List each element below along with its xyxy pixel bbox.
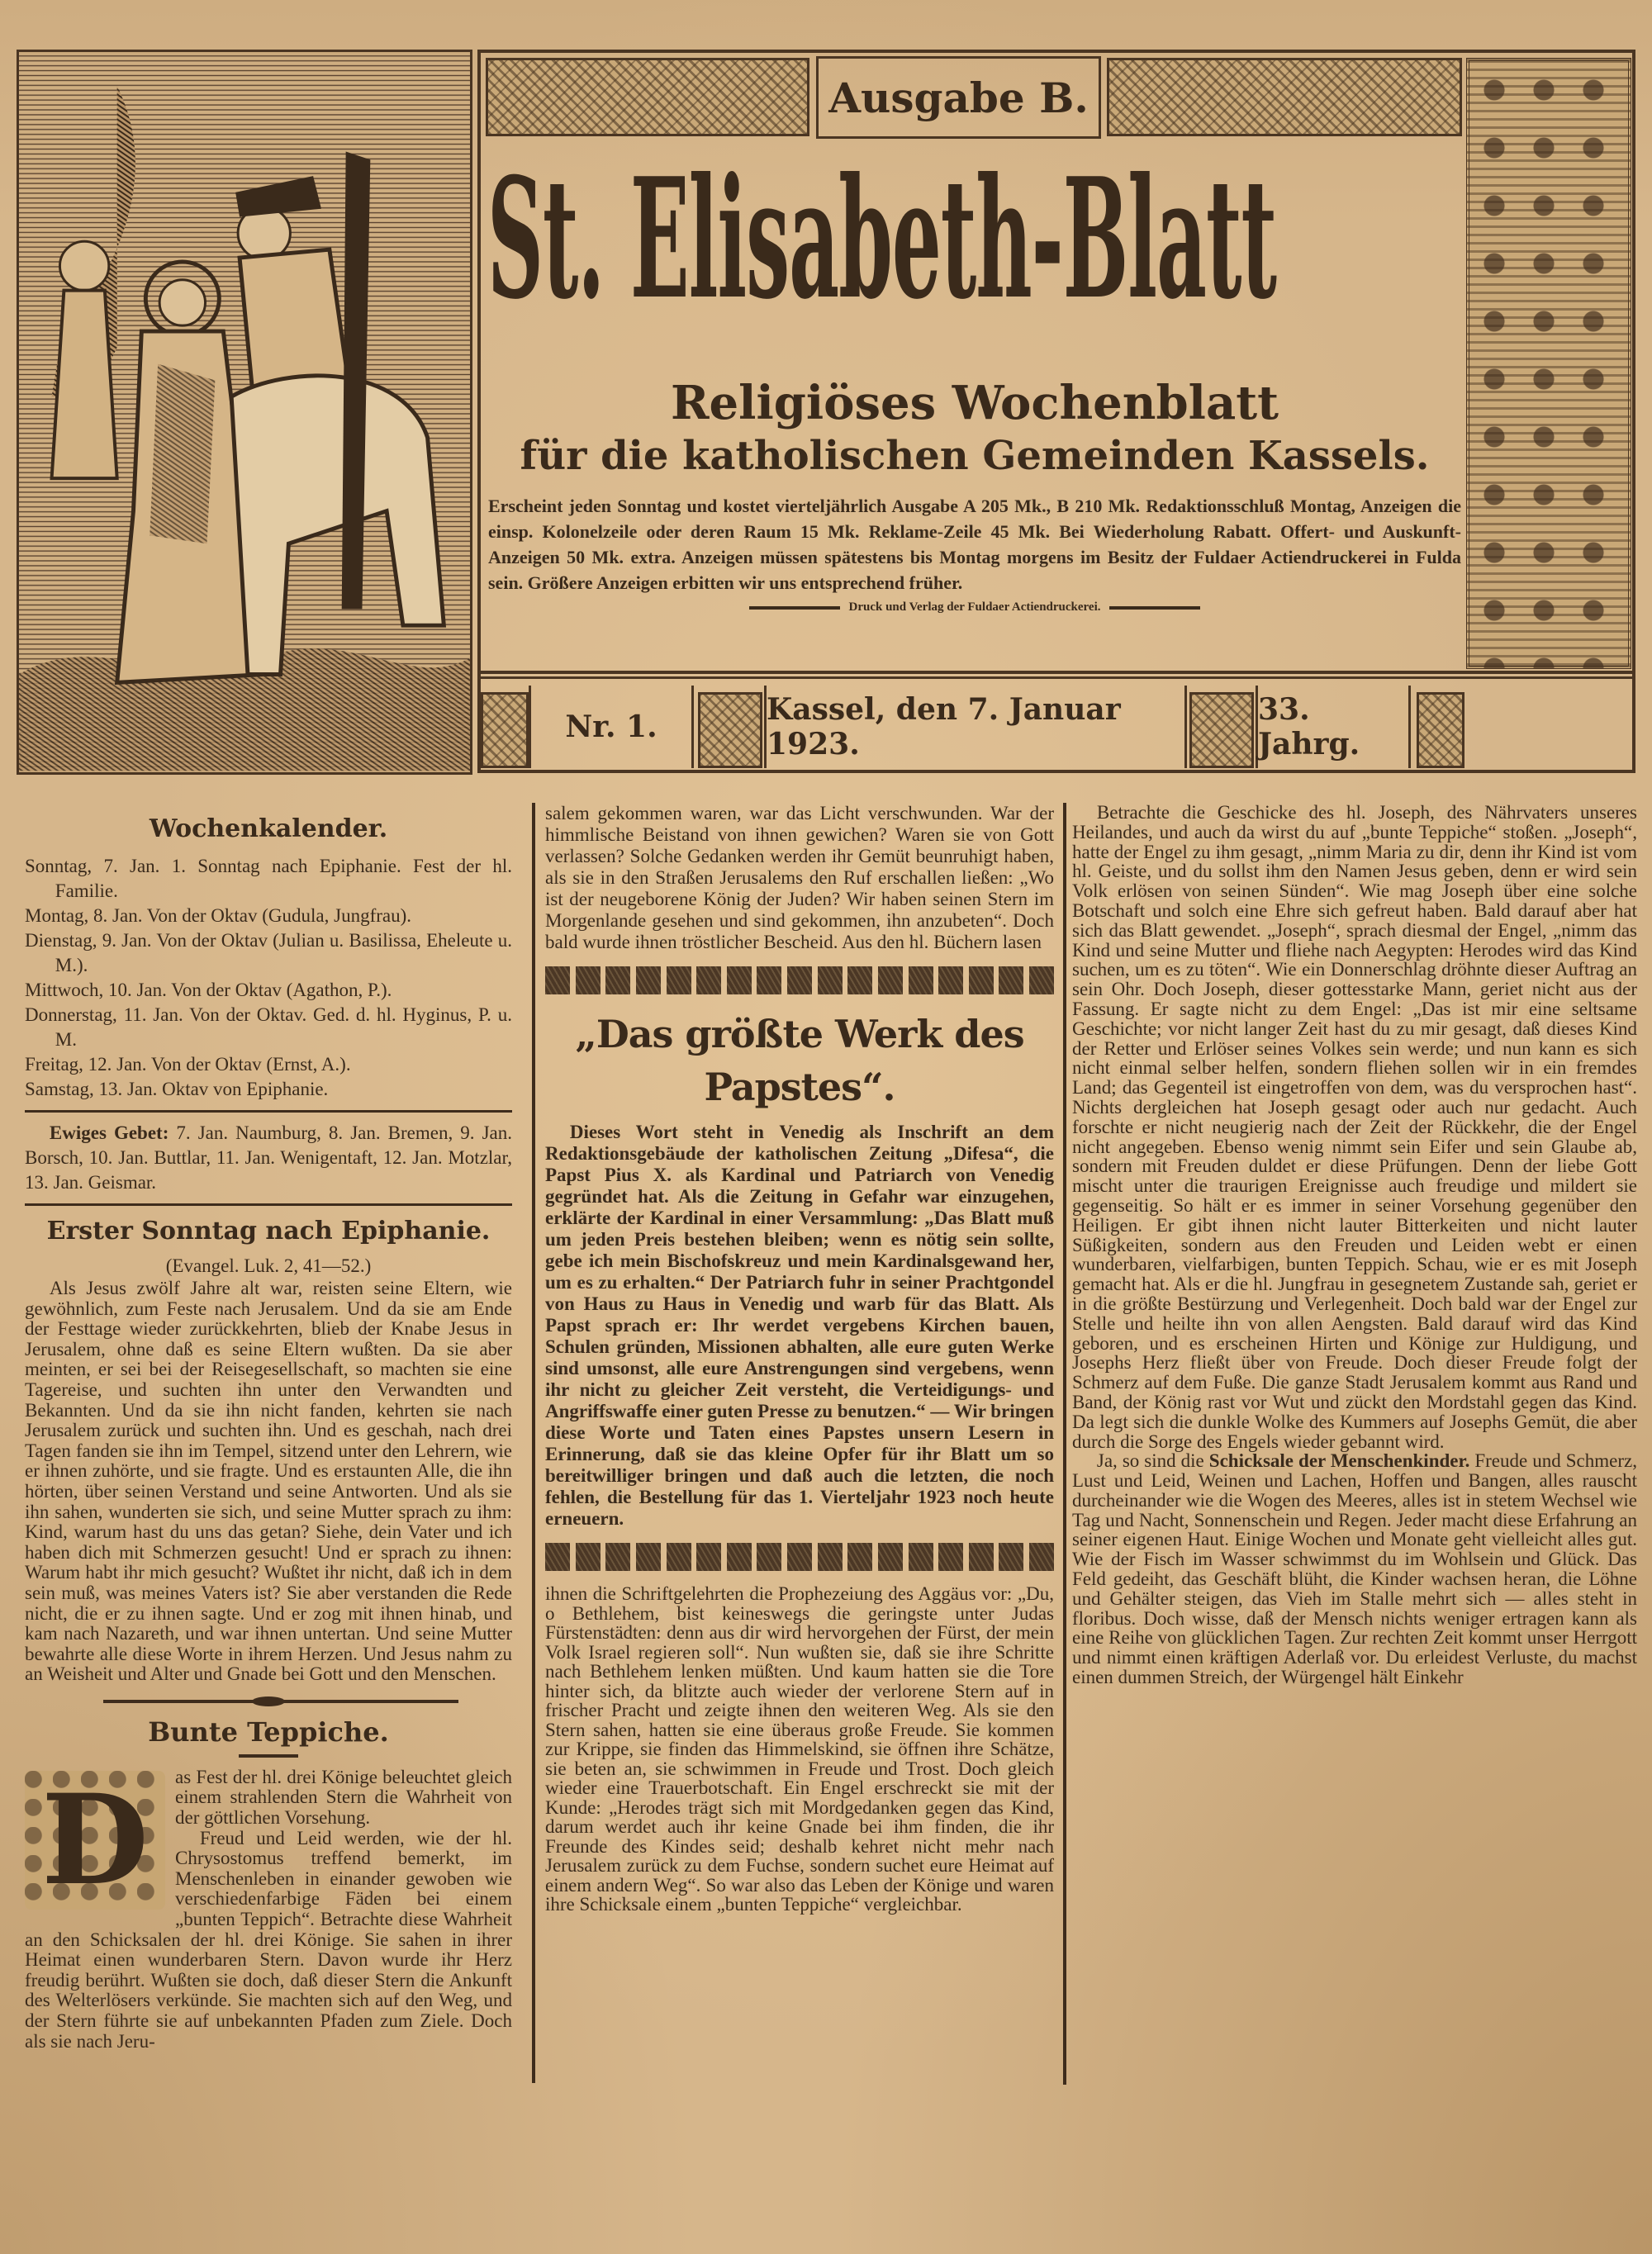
ornament-square-icon [878,966,903,994]
ornament-square-icon [969,966,994,994]
ornament-square-icon [757,966,781,994]
calendar-entry: Sonntag, 7. Jan. 1. Sonntag nach Epiphanie. Fest der hl. Familie. [25,856,512,901]
ornament-square-icon [909,1543,933,1571]
ornament-tile-icon [1417,692,1464,768]
issue-number: Nr. 1. [529,686,694,768]
ornament-square-icon [727,1543,752,1571]
ornament-square-icon [1029,966,1054,994]
calendar-entry: Donnerstag, 11. Jan. Von der Oktav. Ged. d. hl. Hyginus, P. u. M. [25,1004,512,1050]
emphasis: Bischofskreuz [667,1250,781,1271]
ornament-square-icon [787,1543,812,1571]
article-heading: Bunte Teppiche. [148,1715,389,1748]
column-3 [1072,803,1637,1687]
ornament-square-icon [667,1543,691,1571]
ornament-square-icon [545,1543,570,1571]
article-text-start [25,1768,512,2052]
ornamental-squares-bar [545,1543,1054,1571]
ornamental-squares-bar [545,966,1054,994]
printer-line: Druck und Verlag der Fuldaer Actiendruckerei. [741,599,1208,615]
ornament-square-icon [969,1543,994,1571]
article-paragraph: ihnen die Schriftgelehrten die Prophezeiung des Aggäus vor: „Du, o Bethlehem, bist keineswegs die geringste unter Judas Fürstenstädten: denn aus dir wird hervorgehen der Fürst, der mein Volk Israel regieren soll“. Nun wußten sie, daß sie ihre Schritte nach Bethlehem lenken müßten. Und kaum hatten sie die Tore hinter sich, da blitzte auch wieder der verlorene Stern auf in frischer Pracht und zeigte ihnen den weiteren Weg. Als sie den Stern sahen, hatten sie eine überaus große Freude. Sie kommen zur Krippe, sie finden das Himmelskind, sie öffnen ihre Schätze, sie beten an, sie schwimmen in Freude und Trost. Doch gleich wieder eine Trauerbotschaft. Ein Engel erschreckt sie mit der Kunde: „Herodes trägt sich mit Mordgedanken gegen das Kind, darum werdet auch ihr keine Gnade bei ihm finden, die ihr Freunde des Kindes seid; deshalb kehret nicht mehr nach Jerusalem zurück zu dem Fuchse, sondern suchet eure Heimat auf einem andern Weg“. So war also das Leben der Könige und waren ihre Schicksale einem „bunten Teppiche“ vergleichbar. [545,1583,1054,1915]
gospel-reference: (Evangel. Luk. 2, 41—52.) [165,1255,372,1276]
ornament-square-icon [787,966,812,994]
ornament-square-icon [727,966,752,994]
papst-headline: „Das größte Werk des Papstes“. [575,1012,1024,1109]
ornament-column-icon [1466,58,1631,669]
ornament-square-icon [878,1543,903,1571]
publication-info: Erscheint jeden Sonntag und kostet vierteljährlich Ausgabe A 205 Mk., B 210 Mk. Redaktionsschluß Montag, Anzeigen die einsp. Kolonelzeile oder deren Raum 15 Mk. Reklame-Zeile 45 Mk. Bei Wiederholung Rabatt. Offert- und Auskunft-Anzeigen 50 Mk. extra. Anzeigen müssen spätestens bis Montag morgens im Besitz der Fuldaer Actiendruckerei in Fulda sein. Größere Anzeigen erbitten wir uns entsprechend früher. [488,496,1461,593]
prayer-schedule: 7. Jan. Naumburg, 8. Jan. Bremen, 9. Jan. Borsch, 10. Jan. Buttlar, 11. Jan. Wenigentaft, 12. Jan. Motzlar, 13. Jan. Geismar. [25,1122,512,1193]
calendar-entry: Dienstag, 9. Jan. Von der Oktav (Julian u. Basilissa, Eheleute u. M.). [25,930,512,975]
newspaper-title [487,145,1462,343]
heading-underline [239,1754,298,1758]
divider [25,1110,512,1113]
ornament-square-icon [818,1543,843,1571]
calendar-heading: Wochenkalender. [149,814,388,843]
article-paragraph: Freud und Leid werden, wie der hl. Chrysostomus treffend bemerkt, im Menschenleben in einander gewoben wie verschiedenfarbige Fäden bei einem „bunten Teppich“. Betrachte diese Wahrheit an den Schicksalen der hl. drei Könige. Sie sahen in ihrer Heimat einen wunderbaren Stern. Davon wurde ihr Herz freudig berührt. Wußten sie doch, daß dieser Stern die Ankunft des Welterlösers verkünde. Sie machten sich auf den Weg, und der Stern führte sie auf unbekannten Pfaden zum Ziele. Doch als sie nach Jeru- [25,1827,512,2052]
divider [25,1203,512,1206]
ornament-tile-icon [481,692,529,768]
ornament-square-icon [847,1543,872,1571]
subtitle-audience: für die katholischen Gemeinden Kassels. [520,433,1430,479]
text-run: und mein [781,1250,873,1271]
perpetual-prayer [25,1121,512,1195]
column-1 [25,803,512,2052]
article-continuation [1072,803,1637,1687]
dateline: Kassel, den 7. Januar 1923. [764,686,1187,768]
ornament-square-icon [938,966,963,994]
holy-family-woodcut-icon [19,52,470,772]
gospel-heading: Erster Sonntag nach Epiphanie. [46,1217,491,1246]
ornament-square-icon [818,966,843,994]
ornament-square-icon [605,966,630,994]
ornament-square-icon [576,966,601,994]
ornament-square-icon [636,1543,661,1571]
column-rule [1063,803,1066,2085]
text-run: eines Papstes unsern Lesern in Erinnerung, daß sie das kleine Opfer für ihr Blatt um so bereitwilliger bringen und daß auch die letzten, die noch fehlen, die Bestellung für das 1. Vierteljahr 1923 noch heute erneuern. [545,1422,1054,1529]
papst-article [545,1122,1054,1530]
ornament-band-right-icon [1107,58,1462,136]
text-run: Ja, so sind die [1096,1450,1209,1472]
ornate-drop-cap: D [25,1771,165,1910]
ornamental-divider-center [252,1696,285,1706]
masthead-text [487,145,1462,669]
ornament-band-left-icon [486,58,809,136]
article-continuation [545,1584,1054,1915]
article-paragraph: Betrachte die Geschicke des hl. Joseph, des Nährvaters unseres Heilandes, und auch da wirst du auf „bunte Teppiche“ stoßen. „Joseph“, hatte der Engel zu ihm gesagt, „nimm Maria zu dir, denn ihr Kind ist vom hl. Geiste, und du sollst ihm den Namen Jesus geben, denn er wird sein Volk erlösen von seinen Sünden“. Wie mag Joseph über eine solche Botschaft und solch eine Ehre sich gefreut haben. Bald darauf aber hat sich das Blatt gewendet. „Joseph“, sprach diesmal der Engel, „nimm das Kind und seine Mutter und fliehe nach Aegypten: Herodes wird das Kind suchen, um es zu töten“. Wie ein Donnerschlag dröhnte dieser Auftrag an sein Ohr. Doch Joseph, dieser gottesstarke Mann, geriet nicht aus der Fassung. Er sagte nicht zu dem Engel: „Das ist mir eine seltsame Geschichte; vor nicht langer Zeit hast du zu mir gesagt, daß dieses Kind der Retter und Erlöser seines Volkes sein werde; und nun kann es sich nicht einmal selber helfen, sondern fliehen sollen wir in ein fremdes Land; das Gegenteil ist eingetroffen von dem, was du versprochen hast“. Nichts dergleichen hat Joseph gesagt oder auch nur gedacht. Auch forschte er nicht neugierig nach der Zeit der Rückkehr, die der Engel nicht angegeben. Ebenso wenig nimmt sein Eifer und sein Glaube ab, sondern mit Freuden duldet er diese Prüfungen. Denn der liebe Gott mischt unter die traurigen Ereignisse auch freudige und mildert sie gegenseitig. So hält er es immer in seiner Vorsehung gegenüber den Heiligen. Er gibt ihnen nicht lauter Bitterkeiten und nicht lauter Süßigkeiten, sondern aus den Freuden und Leiden webt er einen wunderbaren, vielfarbigen, bunten Teppich. Schau, wie er es mit Joseph gemacht hat. Als er die hl. Jungfrau in gesegnetem Zustande sah, geriet er in die größte Bestürzung und Verlegenheit. Doch bald war der Engel zur Stelle und heilte ihn von allen Aengsten. Bald darauf wird das Kind geboren, und es erscheinen Hirten und Könige zur Huldigung, und Josephs Herz fließt über von Freude. Doch dieser Freude folgt der Schmerz auf dem Fuße. Die ganze Stadt Jerusalem kommt aus Rand und Band, der König rast vor Wut und zückt den Mordstahl gegen das Kind. Da legt sich die dunkle Wolke des Kummers auf Josephs Gemüt, die aber durch die Sorge des Engels wieder gebannt wird. [1072,802,1637,1452]
prayer-label: Ewiges Gebet: [49,1122,169,1143]
subtitle: Religiöses Wochenblatt [671,376,1279,430]
ornament-square-icon [605,1543,630,1571]
calendar-entry: Mittwoch, 10. Jan. Von der Oktav (Agathon, P.). [25,980,392,1000]
article-paragraph: as Fest der hl. drei Könige beleuchtet gleich einem strahlenden Stern die Wahrheit von der göttlichen Vorsehung. [175,1766,512,1829]
emphasis: Worte und Taten [599,1422,755,1443]
article-paragraph: salem gekommen waren, war das Licht verschwunden. War der himmlische Beistand von ihnen gewichen? Waren sie von Gott verlassen? Solche Gedanken werden ihr Gemüt beunruhigt haben, als sie in den Straßen Jerusalems den Ruf erschallen ließen: „Wo ist der neugeborene König der Juden? Wir haben seinen Stern im Morgenlande gesehen und sind gekommen, ihn anzubeten“. Doch bald wurde ihnen tröstlicher Bescheid. Aus den hl. Büchern lasen [545,803,1054,952]
ornament-square-icon [909,966,933,994]
ornament-square-icon [636,966,661,994]
edition-label: Ausgabe B. [816,56,1101,139]
ornament-tile-icon [698,692,762,768]
ornament-square-icon [545,966,570,994]
ornament-square-icon [999,966,1023,994]
gospel-paragraph: Als Jesus zwölf Jahre alt war, reisten seine Eltern, wie gewöhnlich, zum Feste nach Jerusalem. Und da sie am Ende der Festtage wieder zurückkehrten, blieb der Knabe Jesus in Jerusalem, ohne daß es seine Eltern wußten. Da sie aber meinten, er sei bei der Reisegesellschaft, so machten sie eine Tagereise, und suchten ihn unter den Verwandten und Bekannten. Und da sie ihn nicht fanden, kehrten sie nach Jerusalem zurück und suchten ihn. Und es geschah, nach drei Tagen fanden sie ihn im Tempel, sitzend unter den Lehrern, wie er ihnen zuhörte, und sie fragte. Und es erstaunten Alle, die ihn hörten, über seinen Verstand und seine Antworten. Und als sie ihn sahen, wunderten sie sich, und seine Mutter sprach zu ihm: Kind, warum hast du uns das getan? Siehe, dein Vater und ich haben dich mit Schmerzen gesucht! Und er sprach zu ihnen: Warum habt ihr mich gesucht? Wußtet ihr nicht, daß ich in dem sein muß, was meines Vaters ist? Sie aber verstanden die Rede nicht, die er zu ihnen sagte. Und er zog mit ihnen hinab, und kam nach Nazareth, und war ihnen untertan. Und seine Mutter bewahrte alle diese Worte in ihrem Herzen. Und Jesus nahm zu an Weisheit und Alter und Gnade bei Gott und den Menschen. [25,1278,512,1685]
article-continuation [545,803,1054,953]
masthead-divider [477,671,1635,679]
woodcut-illustration [17,50,472,775]
text-run: her, um es zu erhalten.“ Der Patriarch fuhr in seiner Prachtgondel von Haus zu Haus in Venedig und warb für das Blatt. Als Papst sprach er: Ihr werdet vergebens Kirchen bauen, Schulen gründen, Missionen abhalten, alle eure guten Werke sind umsonst, alle eure Anstrengungen sind vergebens, wenn ihr nicht zu gleicher Zeit versteht, die Verteidigungs- und Angriffswaffe einer guten Presse zu benutzen.“ — Wir bringen diese [545,1250,1054,1443]
calendar-entry: Samstag, 13. Jan. Oktav von Epiphanie. [25,1079,329,1099]
calendar-entry: Freitag, 12. Jan. Von der Oktav (Ernst, A.). [25,1054,351,1075]
volume-year: 33. Jahrg. [1256,686,1411,768]
ornament-square-icon [696,1543,721,1571]
ornament-square-icon [1029,1543,1054,1571]
ornament-square-icon [667,966,691,994]
title-text: St. Elisabeth-Blatt [487,145,1277,336]
column-rule [532,803,535,2083]
ornament-square-icon [576,1543,601,1571]
ornament-square-icon [696,966,721,994]
gospel-text [25,1279,512,1685]
calendar-entry: Montag, 8. Jan. Von der Oktav (Gudula, Jungfrau). [25,905,412,926]
emphasis: Schicksale der Menschenkinder. [1208,1450,1470,1472]
calendar-list [25,854,512,1102]
ornament-square-icon [999,1543,1023,1571]
ornament-square-icon [757,1543,781,1571]
ornamental-divider [25,1696,512,1706]
column-2 [545,803,1054,1915]
emphasis: Kardinalsgewand [873,1250,1017,1271]
ornament-square-icon [847,966,872,994]
ornament-tile-icon [1189,692,1254,768]
ornament-square-icon [938,1543,963,1571]
text-run: Freude und Schmerz, Lust und Leid, Weinen und Lachen, Hoffen und Bangen, alles rauscht durcheinander wie die Wogen des Meeres, alles ist in stetem Wechsel wie Tag und Nacht, Sonnenschein und Regen. Jeder macht diese Erfahrung an seiner eigenen Haut. Einige Wochen und Monate geht vielleicht alles gut. Wie der Fisch im Wasser schwimmst du im Wohlsein und Glück. Das Feld gedeiht, das Geschäft blüht, die Kinder wachsen heran, die Löhne und Gehälter steigen, das Vieh im Stalle mehrt sich — alles steht in floribus. Doch wisse, daß der Mensch nichts weniger ertragen kann als eine Reihe von glücklichen Tagen. Zur rechten Zeit kommt unser Herrgott und nimmt einen kräftigen Aderlaß vor. Du erleidest Verluste, du machst einen dummen Streich, der Würgengel hält Einkehr [1072,1450,1637,1688]
text-run: Dieses Wort steht in Venedig als Inschrift an dem Redaktionsgebäude der katholischen Zeitung „Difesa“, die Papst Pius X. als Kardinal und Patriarch von Venedig gegründet hat. Als die Zeitung in Gefahr war einzugehen, erklärte der Kardinal in einer Versammlung: „Das Blatt muß um jeden Preis bestehen bleiben; wenn es nötig sein sollte, gebe ich mein [545,1122,1054,1271]
